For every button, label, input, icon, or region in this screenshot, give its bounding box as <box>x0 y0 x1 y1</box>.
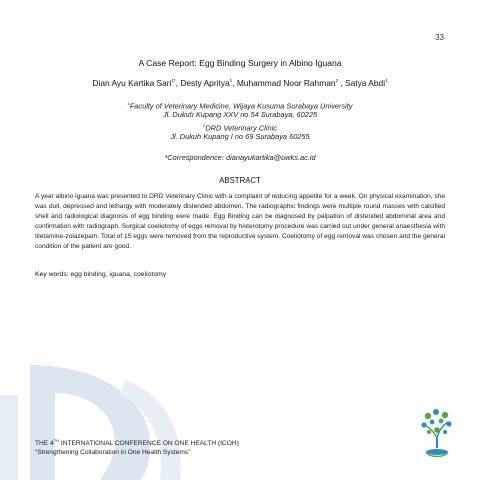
author-separator: , <box>232 78 237 88</box>
conference-name-part: THE 4 <box>35 440 54 448</box>
conference-theme: “Strengthening Collaboration in One Health Systems” <box>35 448 191 456</box>
conference-footer <box>35 437 239 457</box>
abstract-heading: ABSTRACT <box>219 176 261 185</box>
conference-name-part: INTERNATIONAL CONFERENCE ON ONE HEALTH (ICOH) <box>59 440 239 448</box>
author-mark: 1 <box>229 78 233 84</box>
correspondence: *Correspondence: dianayukartika@uwks.ac.id <box>164 153 316 162</box>
keywords <box>35 271 166 278</box>
keywords-value: : egg binding, iguana, coeliotomy <box>66 271 167 278</box>
author-name: Dian Ayu Kartika Sari <box>92 78 172 88</box>
watermark-graphic <box>0 355 200 480</box>
author-separator: , <box>175 78 181 88</box>
affiliation-2-address: Jl. Dukuh Kupang I no 69 Surabaya 60255 <box>170 132 310 141</box>
author-name: Satya Abdi <box>345 78 386 88</box>
author-name: Muhammad Noor Rahman <box>236 78 336 88</box>
affiliation-text: Faculty of Veterinary Medicine, Wijaya Kusuma Surabaya University <box>129 101 353 111</box>
affiliation-text: DRD Veterinary Clinic <box>205 123 277 133</box>
author-mark: 1* <box>171 78 176 84</box>
affiliation-mark: 2 <box>203 123 206 128</box>
author-mark: 1 <box>385 78 388 84</box>
author-list <box>0 78 480 88</box>
affiliation-mark: 1 <box>127 101 130 106</box>
conference-ordinal: TH <box>53 438 60 443</box>
conference-name <box>35 437 239 449</box>
affiliation-1-address: Jl. Dukuh Kupang XXV no 54 Surabaya, 60225 <box>162 110 318 119</box>
conference-logo <box>420 408 454 462</box>
keywords-label: Key words <box>35 271 67 278</box>
page-number: 33 <box>435 33 444 42</box>
author-name: Desty Apritya <box>180 78 230 88</box>
paper-title: A Case Report: Egg Binding Surgery in Albino Iguana <box>138 58 342 68</box>
author-mark: 2 <box>335 78 339 84</box>
abstract-body: A year albino iguana was presented to DRD Veterinary Clinic with a complaint of reducing appetite for a week. On physical examination, she was dull, depressed and lethargy with moderately distended abdomen. The radiographic findings were multiple round masses with calcified shell and radiological diagnosis of egg binding were made. Egg Binding can be diagnosed by palpation of distended abdominal area and confirmation with radiograph. Surgical coeliotomy of eggs removal by histerotomy procedure was carried out under general anaesthesia with tiletamine-zolazepam. Total of 15 eggs were removed from the reproductive system. Coeliotomy of egg removal was chosen and the general condition of the patient are good. <box>35 193 445 250</box>
author-separator: , <box>338 78 346 88</box>
